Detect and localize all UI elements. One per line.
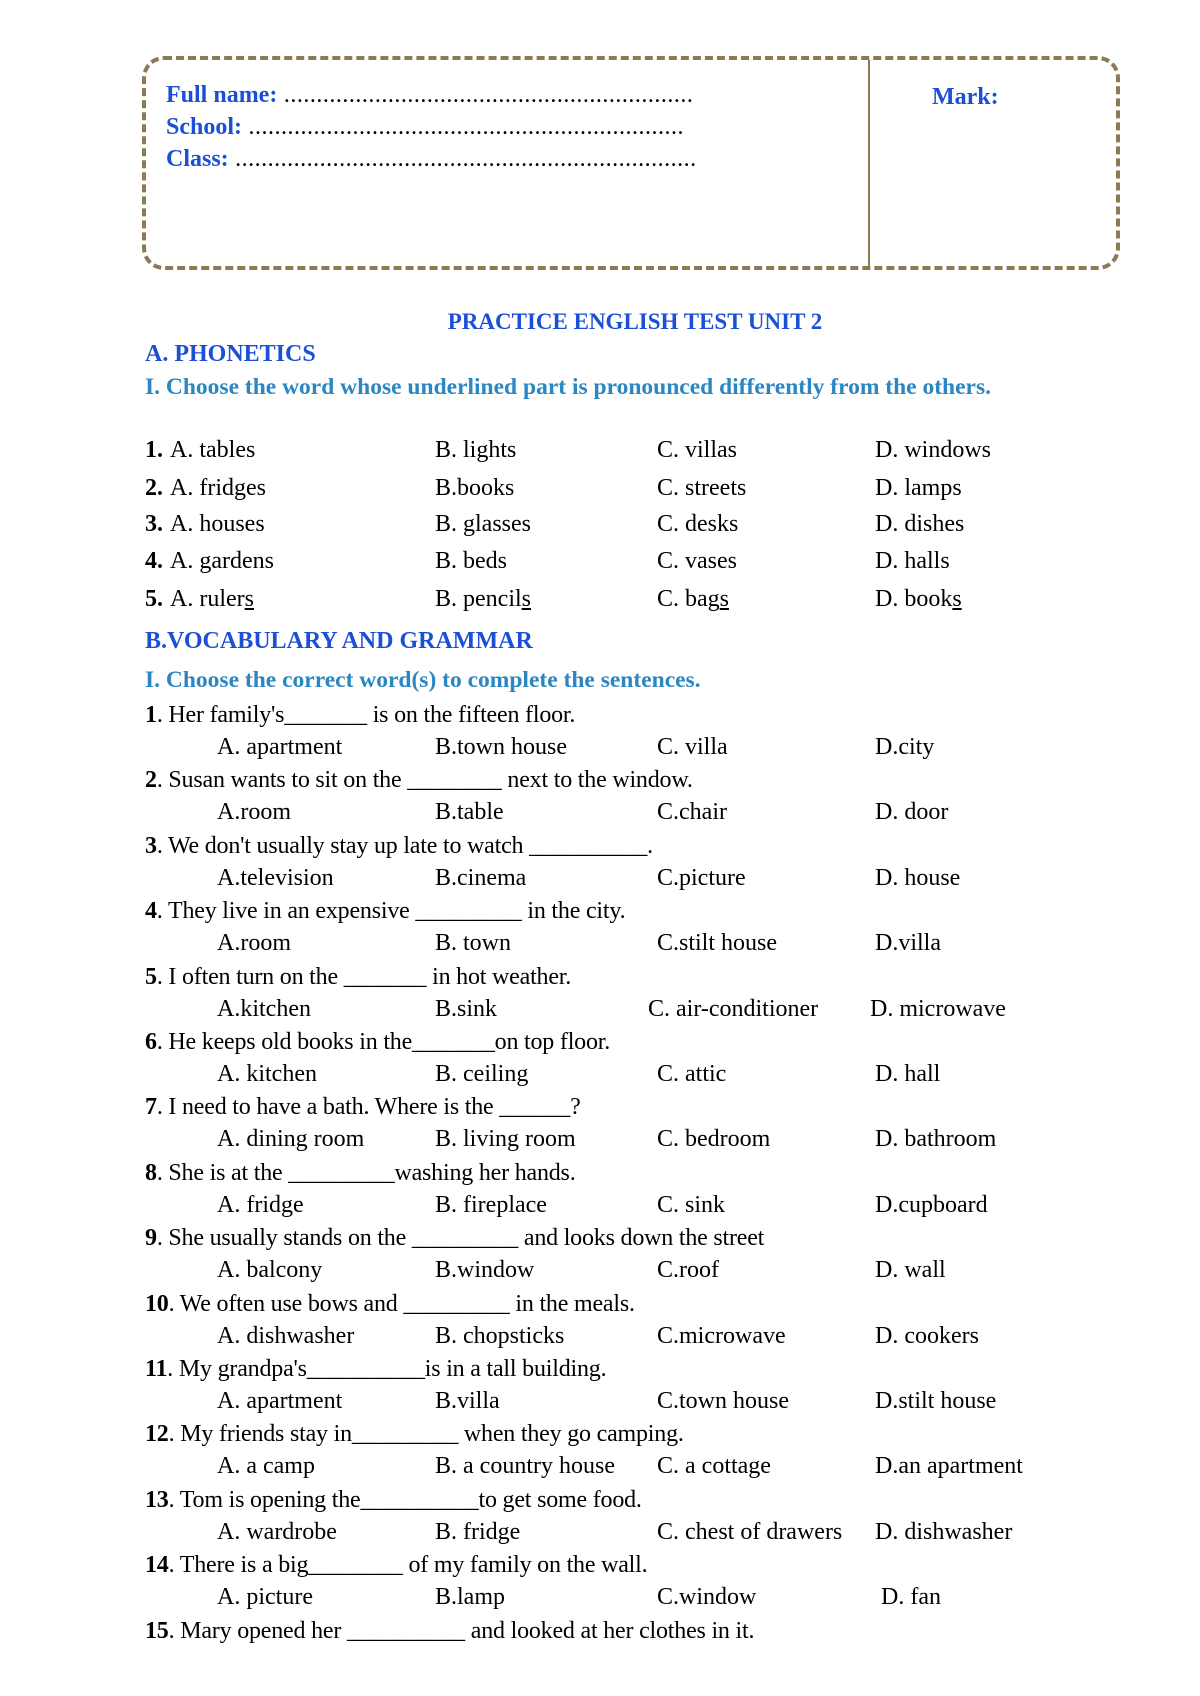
header-divider [868,60,870,266]
option-d[interactable] [875,475,962,502]
question-text: . I need to have a bath. Where is the ______? [156,1094,581,1121]
option-d[interactable]: D.villa [875,930,941,957]
full-name-field[interactable]: ............................................................... [277,82,694,108]
option-c[interactable] [657,548,737,575]
full-name-label: Full name: [166,82,278,108]
option-b[interactable]: B. living room [435,1126,576,1153]
question-number: 7 [145,1094,157,1121]
question-text: . My grandpa's__________is in a tall building. [167,1356,607,1382]
option-c[interactable] [657,586,729,613]
phonetics-question-row [145,586,1125,618]
question-stem [145,1552,1125,1584]
question-stem [145,1094,1125,1126]
options-row [145,1192,1125,1224]
option-b[interactable]: B. fireplace [435,1191,547,1218]
question-stem [145,1291,1125,1323]
option-d[interactable]: D. dishwasher [875,1518,1013,1545]
page-title: PRACTICE ENGLISH TEST UNIT 2 [447,309,823,334]
options-row [145,996,1125,1028]
option-c[interactable]: C.window [657,1584,757,1611]
option-b[interactable]: B.table [435,799,504,826]
option-a[interactable]: A.room [217,799,291,826]
option-text: C. villas [657,437,738,463]
question-text: . They live in an expensive _________ in the city. [156,898,626,925]
option-text: B. beds [435,548,507,574]
question-number: 12 [145,1421,169,1448]
options-row [145,865,1125,897]
option-c[interactable] [657,475,746,502]
question-number: 9 [145,1225,157,1252]
option-text: D. windows [875,437,992,463]
question-number: 15 [145,1617,169,1644]
question-text: . Tom is opening the__________to get some food. [168,1486,642,1513]
option-a[interactable]: A. apartment [217,734,343,760]
question-text: . There is a big________ of my family on the wall. [168,1552,648,1579]
section-b-heading: B.VOCABULARY AND GRAMMAR [145,628,533,654]
option-text: B.books [435,475,515,501]
option-d[interactable] [875,511,964,538]
option-c[interactable]: C. sink [657,1191,726,1218]
option-b[interactable]: B. fridge [435,1518,521,1545]
option-c[interactable]: C. air-conditioner [648,995,819,1022]
option-text: D. halls [875,548,950,574]
question-stem [145,898,1125,930]
question-number: 11 [145,1356,168,1382]
question-number: 6 [145,1029,157,1055]
section-b-instruction: I. Choose the correct word(s) to complete the sentences. [145,667,701,693]
options-row [145,1257,1125,1289]
option-d[interactable]: D.cupboard [875,1191,988,1218]
option-a[interactable]: A.room [217,930,291,957]
question-text: . Mary opened her __________ and looked at her clothes in it. [168,1617,755,1644]
option-text: D. book [875,586,953,612]
question-number: 1 [145,702,157,728]
question-stem [145,767,1125,799]
option-text: A. tables [170,437,256,463]
class-field[interactable]: ....................................................................... [228,146,697,172]
option-text: D. dishes [875,511,965,537]
question-stem [145,1487,1125,1519]
option-d[interactable] [875,437,991,464]
option-a[interactable]: A. balcony [217,1257,323,1284]
question-number: 2 [145,767,157,794]
question-text: . She usually stands on the _________ and looks down the street [156,1225,765,1252]
option-text: C. streets [657,475,747,501]
question-stem [145,1356,1125,1388]
phonetics-question-row [145,548,1125,580]
question-number: 8 [145,1159,157,1186]
options-row [145,1061,1125,1093]
question-number: 3. [145,511,163,537]
option-c[interactable]: C. a cottage [657,1453,771,1480]
option-d[interactable]: D. cookers [875,1322,979,1349]
option-d[interactable]: D. bathroom [875,1126,997,1153]
question-number: 14 [145,1552,169,1579]
options-row [145,1323,1125,1355]
question-text: . He keeps old books in the_______on top floor. [156,1029,611,1055]
section-a-heading: A. PHONETICS [145,341,316,367]
option-a[interactable]: A.television [217,864,334,891]
option-text: A. houses [170,511,265,537]
question-text: . Her family's_______ is on the fifteen floor. [156,702,576,728]
options-row [145,1126,1125,1158]
option-text: A. ruler [170,586,245,612]
option-d[interactable]: D.city [875,734,935,760]
option-a[interactable]: A. dining room [217,1126,365,1153]
option-c[interactable]: C. villa [657,734,728,760]
option-c[interactable]: C. attic [657,1061,727,1087]
option-d[interactable]: D. fan [881,1584,941,1611]
option-c[interactable] [657,511,738,538]
option-b[interactable]: B. a country house [435,1453,615,1480]
question-text: . My friends stay in_________ when they go camping. [168,1421,684,1448]
option-text: C. vases [657,548,737,574]
option-text: B. lights [435,437,517,463]
question-stem [145,1618,1125,1650]
option-b[interactable] [435,437,516,464]
options-row [145,930,1125,962]
option-c[interactable]: C.picture [657,864,746,891]
class-line[interactable] [166,146,697,173]
question-stem [145,1421,1125,1453]
option-b[interactable]: B. ceiling [435,1061,529,1087]
options-row [145,1453,1125,1485]
section-a-instruction: I. Choose the word whose underlined part is pronounced differently from the others. [145,374,992,400]
school-label: School: [166,114,243,140]
option-b[interactable]: B.window [435,1257,535,1284]
option-d[interactable]: D.an apartment [875,1453,1023,1480]
question-stem [145,1029,1125,1061]
option-a[interactable]: A. picture [217,1584,313,1611]
option-b[interactable]: B.lamp [435,1584,505,1611]
option-a[interactable] [170,548,274,575]
phonetics-question-row [145,511,1125,543]
option-b[interactable]: B.town house [435,734,567,760]
question-number: 10 [145,1290,169,1317]
question-text: . We often use bows and _________ in the meals. [168,1290,635,1317]
options-row [145,734,1125,766]
question-stem [145,833,1125,865]
question-number: 13 [145,1486,169,1513]
option-c[interactable]: C.stilt house [657,930,778,957]
option-b[interactable] [435,475,514,502]
option-a[interactable]: A. a camp [217,1453,315,1480]
options-row [145,799,1125,831]
question-number: 4. [145,548,163,574]
option-c[interactable] [657,437,737,464]
option-c[interactable]: C.town house [657,1388,789,1414]
option-text: B. pencil [435,586,522,612]
option-a[interactable] [170,475,266,502]
option-b[interactable] [435,511,531,538]
option-b[interactable] [435,586,531,613]
option-d[interactable]: D. door [875,799,949,826]
option-text: D. lamps [875,475,962,501]
question-stem [145,702,1125,734]
options-row [145,1388,1125,1420]
student-info-box [142,56,1120,270]
option-c[interactable]: C.microwave [657,1322,786,1349]
option-a[interactable]: A. kitchen [217,1061,317,1087]
question-stem [145,1160,1125,1192]
question-number: 5. [145,586,163,612]
option-text: C. desks [657,511,739,537]
option-a[interactable] [170,511,265,538]
question-stem [145,964,1125,996]
underlined-part: s [521,586,531,612]
options-row [145,1584,1125,1616]
option-d[interactable]: D. wall [875,1257,946,1284]
mark-label: Mark: [932,84,999,110]
question-text: . Susan wants to sit on the ________ next to the window. [156,767,693,794]
question-text: . She is at the _________washing her hands. [156,1159,576,1186]
option-d[interactable] [875,586,962,613]
option-a[interactable]: A. wardrobe [217,1518,337,1545]
option-c[interactable]: C.chair [657,799,727,826]
question-number: 3 [145,832,157,859]
option-a[interactable]: A.kitchen [217,995,311,1022]
option-a[interactable]: A. apartment [217,1388,343,1414]
underlined-part: s [719,586,730,612]
full-name-line[interactable] [166,82,693,109]
option-text: A. gardens [170,548,274,574]
option-d[interactable] [875,548,950,575]
option-a[interactable]: A. fridge [217,1191,304,1218]
option-b[interactable]: B.sink [435,995,498,1022]
phonetics-question-row [145,437,1125,469]
option-d[interactable]: D. hall [875,1061,941,1087]
option-text: A. fridges [170,475,266,501]
class-label: Class: [166,146,229,172]
option-c[interactable]: C.roof [657,1257,719,1284]
question-number: 5 [145,963,157,990]
option-c[interactable]: C. chest of drawers [657,1518,843,1545]
phonetics-question-row [145,475,1125,507]
question-number: 1. [145,437,163,463]
option-b[interactable] [435,548,507,575]
question-text: . I often turn on the _______ in hot weather. [156,963,572,990]
question-number: 2. [145,475,163,501]
option-d[interactable]: D. microwave [870,995,1006,1022]
option-a[interactable]: A. dishwasher [217,1322,355,1349]
question-text: . We don't usually stay up late to watch __________. [156,832,653,859]
underlined-part: s [952,586,962,612]
option-b[interactable]: B.villa [435,1388,500,1414]
option-a[interactable] [170,437,255,464]
option-d[interactable]: D.stilt house [875,1388,997,1414]
question-stem [145,1225,1125,1257]
school-field[interactable]: ................................................................... [242,114,685,140]
option-b[interactable]: B.cinema [435,864,527,891]
option-c[interactable]: C. bedroom [657,1126,771,1153]
underlined-part: s [244,586,254,612]
school-line[interactable] [166,114,684,141]
option-text: B. glasses [435,511,531,537]
option-d[interactable]: D. house [875,864,961,891]
option-a[interactable] [170,586,254,613]
option-text: C. bag [657,586,720,612]
option-b[interactable]: B. chopsticks [435,1322,565,1349]
option-b[interactable]: B. town [435,930,512,957]
options-row [145,1519,1125,1551]
question-number: 4 [145,898,157,925]
